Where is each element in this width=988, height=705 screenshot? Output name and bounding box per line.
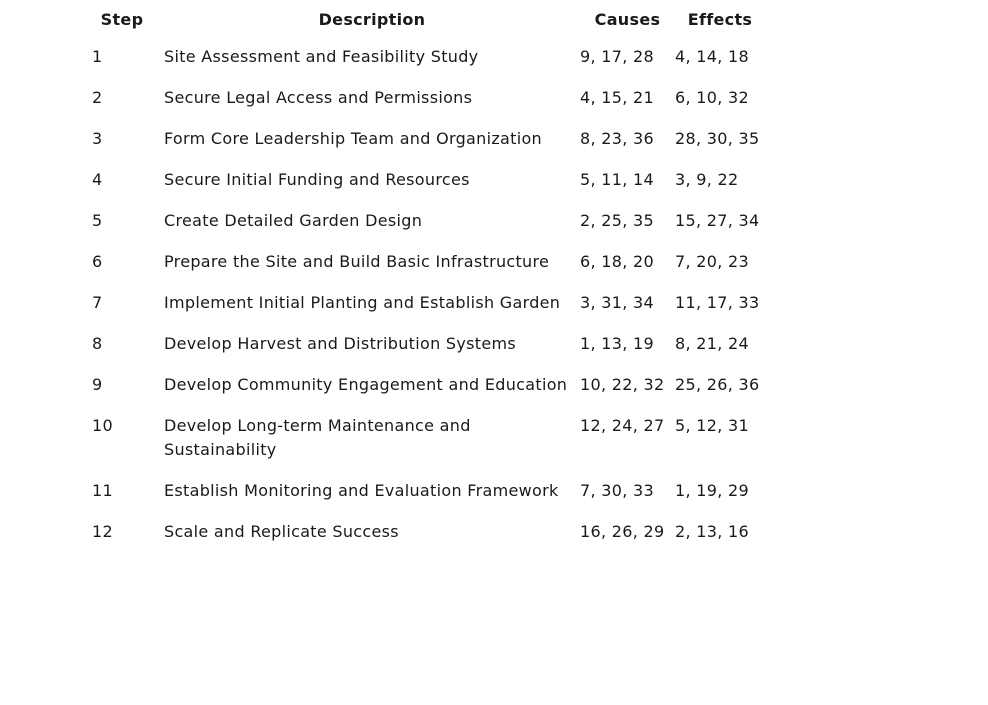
effects-cell: 8, 21, 24 — [675, 334, 749, 353]
step-cell: 12 — [92, 522, 113, 541]
causes-cell: 8, 23, 36 — [580, 129, 654, 148]
step-cell: 9 — [92, 375, 103, 394]
step-cell: 6 — [92, 252, 103, 271]
step-cell: 2 — [92, 88, 103, 107]
effects-cell: 1, 19, 29 — [675, 481, 749, 500]
table-row — [80, 370, 765, 411]
causes-cell: 1, 13, 19 — [580, 334, 654, 353]
table-body — [80, 42, 765, 558]
causes-cell: 7, 30, 33 — [580, 481, 654, 500]
table-row — [80, 476, 765, 517]
table-row — [80, 411, 765, 476]
step-cell: 3 — [92, 129, 103, 148]
steps-table — [80, 8, 765, 558]
description-cell: Develop Harvest and Distribution Systems — [164, 334, 516, 353]
table-row — [80, 517, 765, 558]
description-cell: Implement Initial Planting and Establish Garden — [164, 293, 561, 312]
table-row — [80, 124, 765, 165]
step-cell: 8 — [92, 334, 103, 353]
step-column-header: Step — [100, 10, 144, 29]
step-cell: 1 — [92, 47, 103, 66]
description-cell: Scale and Replicate Success — [164, 522, 399, 541]
causes-cell: 12, 24, 27 — [580, 416, 665, 435]
description-cell: Create Detailed Garden Design — [164, 211, 423, 230]
causes-cell: 5, 11, 14 — [580, 170, 654, 189]
effects-cell: 2, 13, 16 — [675, 522, 749, 541]
causes-column-header: Causes — [594, 10, 661, 29]
description-cell: Prepare the Site and Build Basic Infrastructure — [164, 252, 550, 271]
step-cell: 5 — [92, 211, 103, 230]
causes-cell: 9, 17, 28 — [580, 47, 654, 66]
table-row — [80, 83, 765, 124]
causes-cell: 16, 26, 29 — [580, 522, 665, 541]
step-cell: 11 — [92, 481, 113, 500]
causes-cell: 3, 31, 34 — [580, 293, 654, 312]
description-cell: Secure Initial Funding and Resources — [164, 170, 470, 189]
table-row — [80, 247, 765, 288]
effects-cell: 7, 20, 23 — [675, 252, 749, 271]
table-row — [80, 329, 765, 370]
step-cell: 4 — [92, 170, 103, 189]
description-cell: Secure Legal Access and Permissions — [164, 88, 473, 107]
effects-cell: 15, 27, 34 — [675, 211, 760, 230]
description-cell: Form Core Leadership Team and Organization — [164, 129, 542, 148]
effects-cell: 28, 30, 35 — [675, 129, 760, 148]
effects-column-header: Effects — [687, 10, 753, 29]
effects-cell: 3, 9, 22 — [675, 170, 739, 189]
effects-cell: 11, 17, 33 — [675, 293, 760, 312]
effects-cell: 4, 14, 18 — [675, 47, 749, 66]
step-cell: 10 — [92, 416, 113, 435]
effects-cell: 6, 10, 32 — [675, 88, 749, 107]
description-column-header: Description — [318, 10, 426, 29]
causes-cell: 6, 18, 20 — [580, 252, 654, 271]
causes-cell: 10, 22, 32 — [580, 375, 665, 394]
header-row — [80, 8, 765, 42]
description-cell: Develop Long-term Maintenance and Sustainability — [164, 416, 471, 459]
causes-cell: 4, 15, 21 — [580, 88, 654, 107]
table-row — [80, 42, 765, 83]
table-row — [80, 288, 765, 329]
table-row — [80, 165, 765, 206]
causes-cell: 2, 25, 35 — [580, 211, 654, 230]
effects-cell: 25, 26, 36 — [675, 375, 760, 394]
table-row — [80, 206, 765, 247]
effects-cell: 5, 12, 31 — [675, 416, 749, 435]
description-cell: Develop Community Engagement and Education — [164, 375, 568, 394]
description-cell: Establish Monitoring and Evaluation Framework — [164, 481, 559, 500]
description-cell: Site Assessment and Feasibility Study — [164, 47, 479, 66]
step-cell: 7 — [92, 293, 103, 312]
